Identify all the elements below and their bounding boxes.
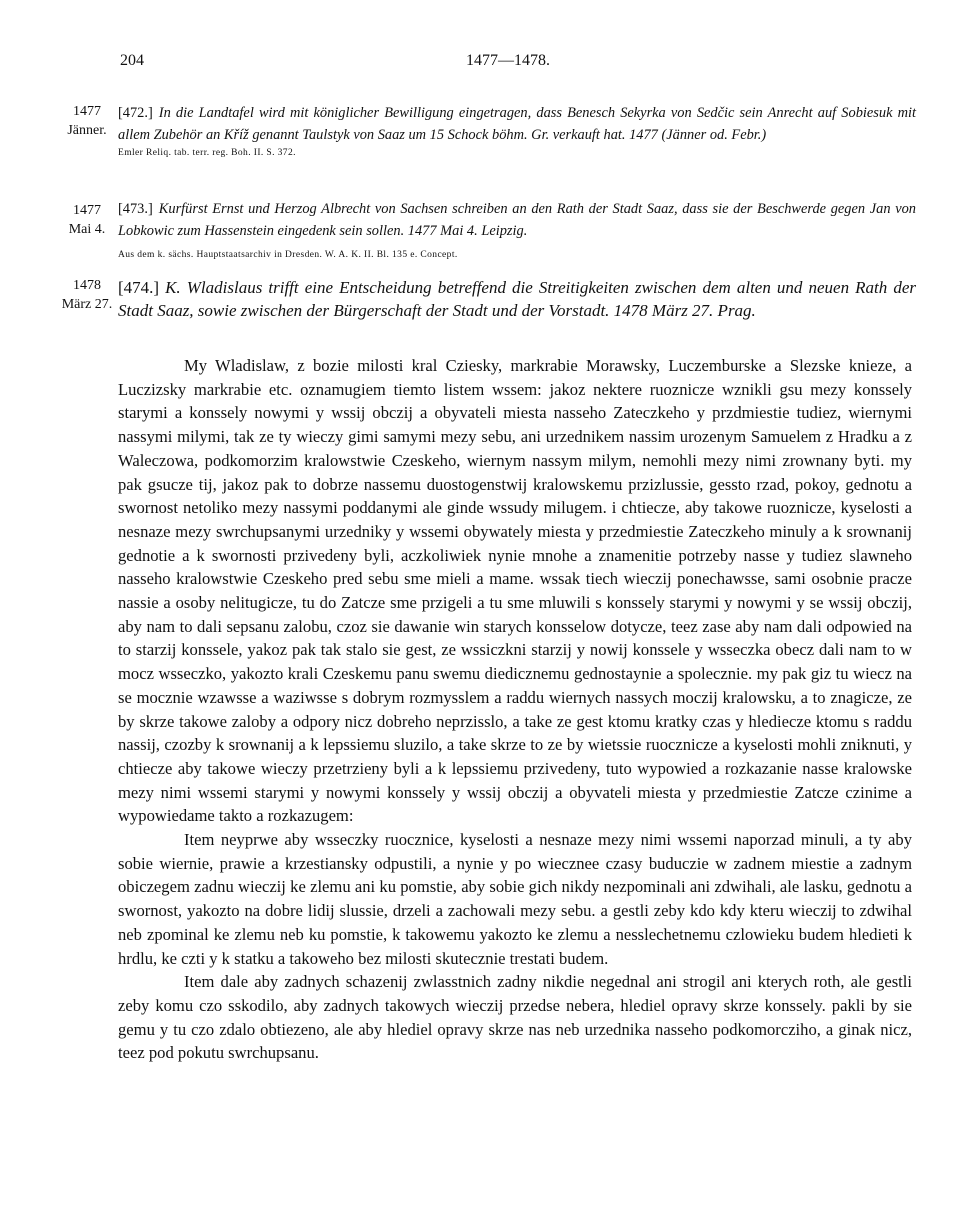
body-paragraph: My Wladislaw, z bozie milosti kral Cziesky, markrabie Morawsky, Luczemburske a Slezske knieze, a Luczizsky markrabie etc. oznamugiem tiemto listem wssem: jakoz nektere ruoznicze wznikli gsu mezy konssely starymi a konssely nowymi y wssij obczij a obyvateli miesta nasseho Zateczkeho y przdmiestie tudiez, wiernymi nassymi milymi, tak ze ty wieczy gimi samymi mezy sebu, ani urzednikem nassim urozenym Samuelem z Hradku a z Waleczowa, podkomorzim kralowstwie Czeskeho, wiernym nassym milym, nemohli mezy nimi zrownany byti. my pak gsucze tij, jakoz pak to dobrze nassemu duostogenstwij kralowskemu przizlussie, gessto rzad, pokoy, gednotu a swornost netoliko mezy nassymi poddanymi ale ginde wssudy milugem. i chtiecze, aby takowe ruoznicze, kyselosti a nesnaze mezy swrchupsanymi urzedniky y wssemi obywately miesta y przedmiestie Zateczkeho minuly a k srownanij gednotie a k swornosti przivedeny byli, aczkoliwiek nynie mnohe a znamenitie potrzeby nasse y tudiez slawneho nasseho kralowstwie Czeskeho pred sebu sme mieli a mame. wssak tiech wieczij ponechawsse, sami osobnie pracze nassie a osoby nelitugicze, tu do Zatcze sme przigeli a tu sme mluwili s konssely starymi y nowymi y se wssij obczij, aby nam to dali sepsanu zalobu, czoz sie dawanie win starych konsselow dotycze, teez zase aby nam dali odpowied na to starzij konssele, yakoz pak tak stalo sie gest, ze wssiczkni starzij y nowij konssele y wsseczka obecz dali nam to w mocz wsseczko, yakozto krali Czeskemu panu swemu diedicznemu gednostaynie a spolecznie. my pak giz tu wiecz na se mocznie wzawsse a waziwsse s dobrym rozmysslem a raddu wiernych nassych moczij kralowsku, a to znagicze, ze by skrze takowe zaloby a odpory nicz dobreho neprzisslo, a take ze gest ktomu kratky czas y hlediecze ktomu s raddu nassij, czozby k srownanij a k lepssiemu sluzilo, a take skrze to ze by wietssie ruocznicze a kyselosti mohli zniknuti, y chtiecze aby takowe wieczy przetrzieny byli a k lepssiemu przivedeny, tuto wypowied a rozkazanie nasse kralowske mezy nimi wssemi starymi y nowymi konssely y wssij obczij a obyvateli miesta y przedmiestie Zatcze czinime a wypowiedame takto a rozkazugem:: [118, 356, 912, 826]
running-title: 1477—1478.: [466, 52, 550, 69]
source-note-472: Emler Reliq. tab. terr. reg. Boh. II. S. 372.: [118, 148, 296, 158]
body-paragraph: Item dale aby zadnych schazenij zwlasstnich zadny nikdie negednal ani strogil ani kterych roth, ale gestli zeby komu czo sskodilo, aby zadnych takowych wieczij przedse nebera, hlediel opravy skrze konssely. pakli by sie gemu y tu czo zdalo obtiezeno, ale aby hlediel opravy skrze nas neb urzednika nasseho podkomorcziho, a ginak nicz, teez pod pokutu swrchupsanu.: [118, 972, 912, 1063]
entry-473: [118, 198, 916, 260]
source-note-473: Aus dem k. sächs. Hauptstaatsarchiv in Dresden. W. A. K. II. Bl. 135 e. Concept.: [118, 250, 458, 260]
margin-date-472: [56, 102, 118, 140]
entry-number: [473.]: [118, 201, 153, 217]
margin-date-day: Mai 4.: [68, 222, 106, 237]
document-body: [118, 354, 912, 1065]
regest-474: [118, 276, 916, 322]
regest-text: K. Wladislaus trifft eine Entscheidung betreffend die Streitigkeiten zwischen dem alten und neuen Rath der Stadt Saaz, sowie zwischen der Bürgerschaft der Stadt und der Vorstadt. 1478 März 27. Prag.: [118, 278, 916, 320]
page-number: 204: [120, 52, 144, 69]
margin-date-474: [56, 276, 118, 314]
margin-date-day: März 27.: [61, 297, 113, 312]
page-header: [0, 52, 960, 74]
regest-text: In die Landtafel wird mit königlicher Bewilligung eingetragen, dass Benesch Sekyrka von Sedčic sein Anrecht auf Sobiesuk mit allem Zubehör an Kříž genannt Taulstyk von Saaz um 15 Schock böhm. Gr. verkauft hat. 1477 (Jänner od. Febr.): [118, 105, 916, 143]
margin-date-day: Jänner.: [67, 123, 107, 138]
regest-473: [118, 198, 916, 242]
entry-number: [472.]: [118, 105, 153, 121]
margin-date-year: 1477: [73, 104, 101, 119]
entry-474: [118, 276, 916, 322]
entry-number: [474.]: [118, 278, 160, 297]
regest-text: Kurfürst Ernst und Herzog Albrecht von Sachsen schreiben an den Rath der Stadt Saaz, dass sie der Beschwerde gegen Jan von Lobkowic zum Hassenstein eingedenk sein sollen. 1477 Mai 4. Leipzig.: [118, 201, 916, 239]
regest-472: [118, 102, 916, 146]
margin-date-year: 1478: [73, 278, 101, 293]
body-paragraph: Item neyprwe aby wsseczky ruocznice, kyselosti a nesnaze mezy nimi wssemi naporzad minuli, a ty aby sobie wiernie, prawie a krzestiansky odpustili, a nynie y po wiecznee czasy buduczie w zadnem miestie a zadnym obiczegem zadnu wieczij ke zlemu ani ku pomstie, aby sobie gich nikdy nezpominali ani zdwihali, ale lasku, gednotu a swornost, yakozto na dobre lidij slussie, drzeli a zachowali mezy sebu. a gestli zeby kdo kdy kteru wieczij to zdwihal neb zpominal ke zlemu neb ku pomstie, k takowemu yakozto ke zlemu a nesslechetnemu czlowieku budem hledieti k hrdlu, ke czti y k statku a takoweho bez milosti skutecznie trestati budem.: [118, 830, 912, 968]
entry-472: [118, 102, 916, 158]
margin-date-year: 1477: [73, 203, 101, 218]
margin-date-473: [56, 201, 118, 239]
